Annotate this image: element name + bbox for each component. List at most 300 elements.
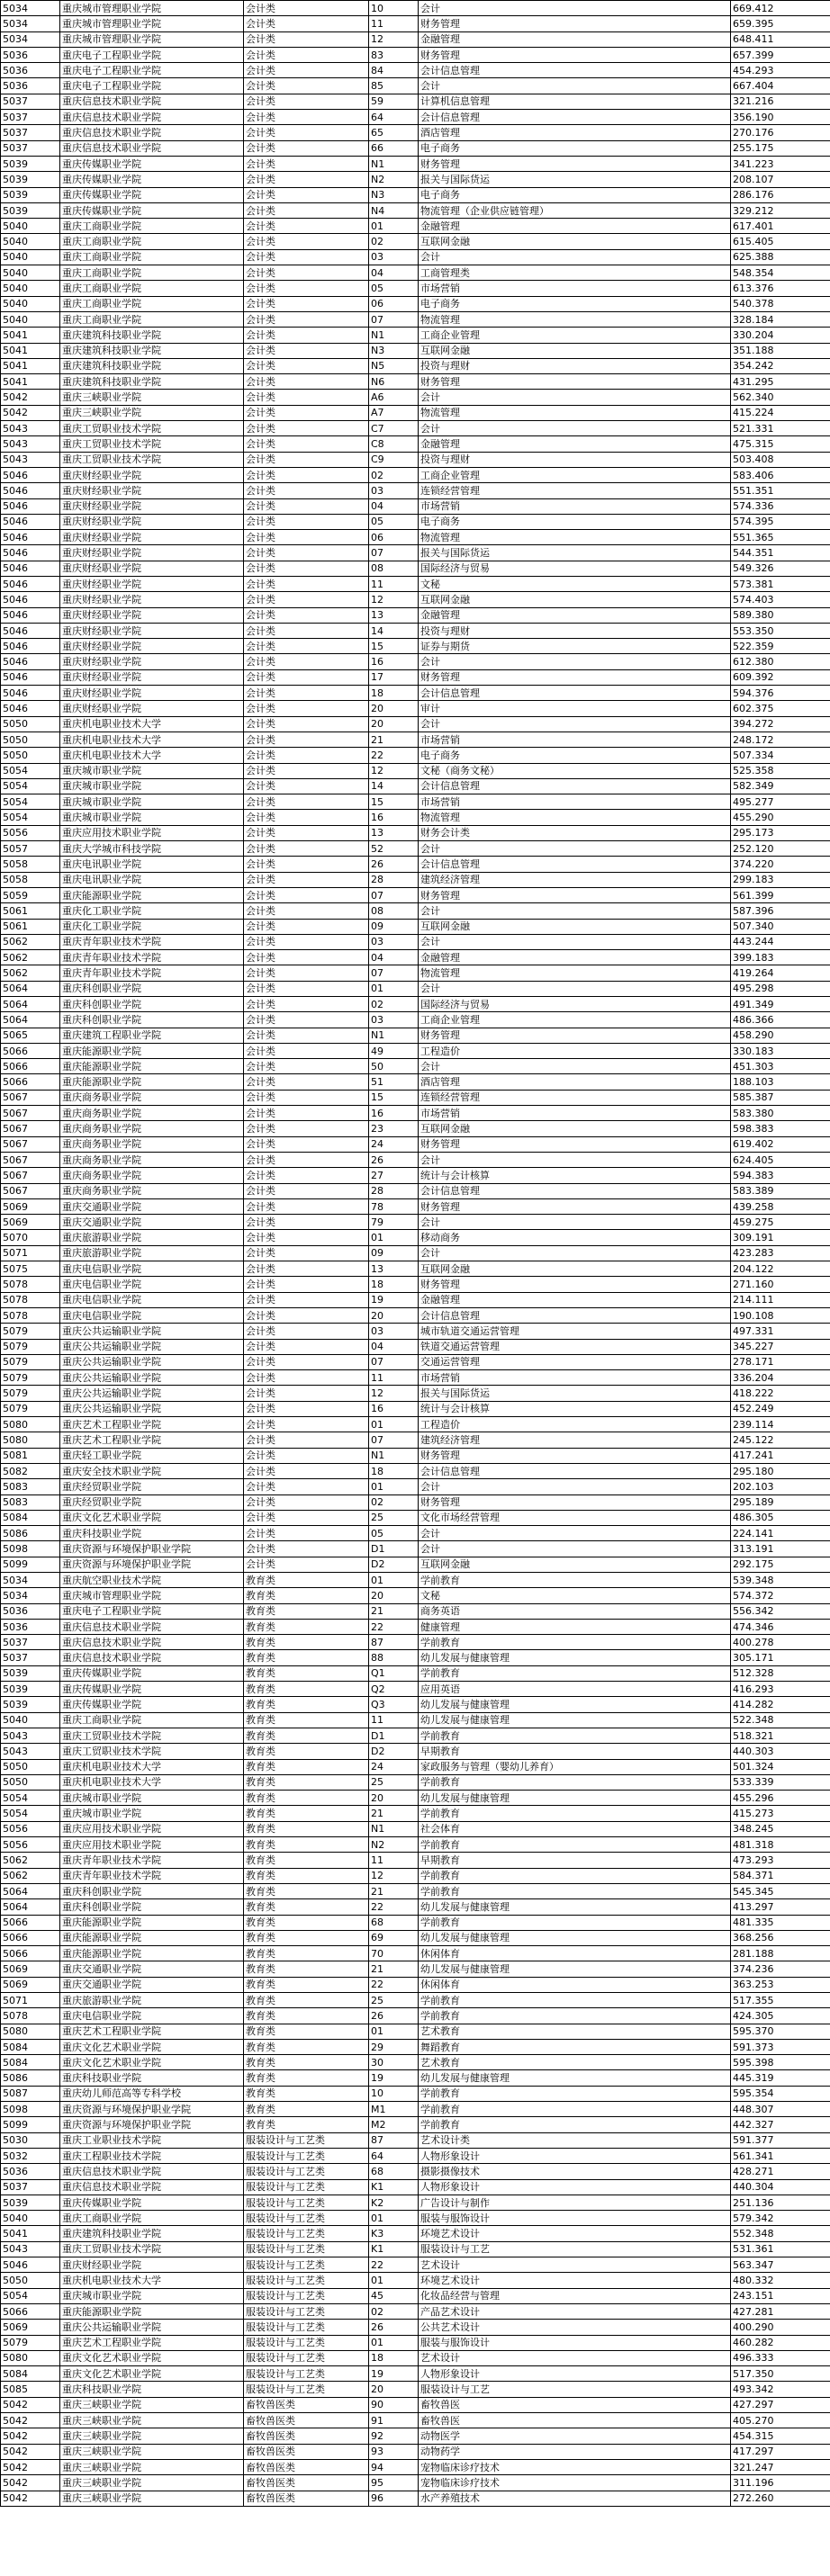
subject-category-cell: 服装设计与工艺类 <box>244 2320 369 2335</box>
major-code-cell: D1 <box>369 1541 419 1557</box>
table-row <box>1 810 830 825</box>
school-code-cell: 5054 <box>1 1806 60 1821</box>
major-name-cell: 社会体育 <box>419 1821 731 1836</box>
score-cell: 574.372 <box>731 1588 830 1603</box>
major-code-cell: 11 <box>369 1712 419 1728</box>
school-name-cell: 重庆资源与环境保护职业学院 <box>60 1557 244 1572</box>
major-name-cell: 文化市场经营管理 <box>419 1510 731 1525</box>
score-cell: 328.184 <box>731 311 830 327</box>
major-name-cell: 财务会计类 <box>419 825 731 840</box>
school-name-cell: 重庆科创职业学院 <box>60 1883 244 1898</box>
school-code-cell: 5098 <box>1 2102 60 2117</box>
school-name-cell: 重庆公共运输职业学院 <box>60 1354 244 1369</box>
major-code-cell: 21 <box>369 1883 419 1898</box>
school-code-cell: 5039 <box>1 1682 60 1697</box>
subject-category-cell: 会计类 <box>244 436 369 452</box>
table-row <box>1 592 830 607</box>
score-cell: 503.408 <box>731 452 830 467</box>
score-cell: 495.277 <box>731 794 830 810</box>
subject-category-cell: 会计类 <box>244 997 369 1012</box>
score-cell: 667.404 <box>731 78 830 94</box>
school-name-cell: 重庆信息技术职业学院 <box>60 1650 244 1665</box>
score-cell: 368.256 <box>731 1930 830 1945</box>
table-row <box>1 421 830 436</box>
score-cell: 460.282 <box>731 2335 830 2350</box>
score-cell: 278.171 <box>731 1354 830 1369</box>
subject-category-cell: 服装设计与工艺类 <box>244 2382 369 2397</box>
school-code-cell: 5079 <box>1 2335 60 2350</box>
major-name-cell: 舞蹈教育 <box>419 2039 731 2054</box>
major-name-cell: 建筑经济管理 <box>419 1432 731 1448</box>
major-name-cell: 会计信息管理 <box>419 1183 731 1198</box>
school-code-cell: 5041 <box>1 328 60 343</box>
subject-category-cell: 会计类 <box>244 545 369 561</box>
school-name-cell: 重庆能源职业学院 <box>60 1946 244 1961</box>
major-name-cell: 公共艺术设计 <box>419 2320 731 2335</box>
major-code-cell: 06 <box>369 296 419 311</box>
table-row <box>1 1946 830 1961</box>
school-name-cell: 重庆财经职业学院 <box>60 654 244 669</box>
major-name-cell: 互联网金融 <box>419 343 731 358</box>
school-name-cell: 重庆应用技术职业学院 <box>60 825 244 840</box>
school-name-cell: 重庆电信职业学院 <box>60 1261 244 1277</box>
major-code-cell: 28 <box>369 872 419 887</box>
subject-category-cell: 教育类 <box>244 1821 369 1836</box>
school-name-cell: 重庆财经职业学院 <box>60 498 244 514</box>
subject-category-cell: 会计类 <box>244 452 369 467</box>
subject-category-cell: 会计类 <box>244 63 369 78</box>
subject-category-cell: 会计类 <box>244 623 369 638</box>
table-row <box>1 498 830 514</box>
score-cell: 292.175 <box>731 1557 830 1572</box>
major-code-cell: 24 <box>369 1759 419 1774</box>
subject-category-cell: 会计类 <box>244 1463 369 1478</box>
score-cell: 507.340 <box>731 919 830 934</box>
school-code-cell: 5099 <box>1 2117 60 2132</box>
school-code-cell: 5064 <box>1 1883 60 1898</box>
school-code-cell: 5084 <box>1 1510 60 1525</box>
major-name-cell: 学前教育 <box>419 1728 731 1743</box>
school-code-cell: 5046 <box>1 607 60 623</box>
major-code-cell: N1 <box>369 1821 419 1836</box>
major-code-cell: D2 <box>369 1744 419 1759</box>
score-cell: 309.191 <box>731 1230 830 1245</box>
major-name-cell: 物流管理 <box>419 405 731 420</box>
school-name-cell: 重庆能源职业学院 <box>60 1059 244 1074</box>
table-row <box>1 2382 830 2397</box>
school-name-cell: 重庆工商职业学院 <box>60 311 244 327</box>
score-cell: 574.403 <box>731 592 830 607</box>
school-name-cell: 重庆机电职业技术大学 <box>60 1774 244 1790</box>
major-code-cell: 22 <box>369 2257 419 2273</box>
major-name-cell: 财务管理 <box>419 669 731 685</box>
subject-category-cell: 会计类 <box>244 219 369 234</box>
school-code-cell: 5039 <box>1 202 60 218</box>
school-name-cell: 重庆城市管理职业学院 <box>60 1 244 16</box>
table-row <box>1 172 830 187</box>
table-row <box>1 16 830 31</box>
school-name-cell: 重庆商务职业学院 <box>60 1090 244 1105</box>
school-name-cell: 重庆航空职业技术学院 <box>60 1572 244 1587</box>
major-code-cell: Q1 <box>369 1665 419 1681</box>
major-code-cell: 11 <box>369 16 419 31</box>
school-code-cell: 5042 <box>1 390 60 405</box>
table-row <box>1 296 830 311</box>
school-code-cell: 5084 <box>1 2055 60 2070</box>
table-row <box>1 1837 830 1853</box>
school-code-cell: 5079 <box>1 1386 60 1401</box>
school-code-cell: 5042 <box>1 2428 60 2444</box>
score-cell: 553.350 <box>731 623 830 638</box>
school-name-cell: 重庆青年职业技术学院 <box>60 1853 244 1868</box>
major-code-cell: 90 <box>369 2397 419 2412</box>
school-code-cell: 5066 <box>1 1915 60 1930</box>
school-code-cell: 5069 <box>1 1198 60 1214</box>
table-row <box>1 2070 830 2086</box>
school-code-cell: 5040 <box>1 311 60 327</box>
score-cell: 562.340 <box>731 390 830 405</box>
major-name-cell: 报关与国际货运 <box>419 545 731 561</box>
major-name-cell: 学前教育 <box>419 2086 731 2101</box>
school-code-cell: 5040 <box>1 234 60 249</box>
school-name-cell: 重庆应用技术职业学院 <box>60 1837 244 1853</box>
table-row <box>1 872 830 887</box>
table-row <box>1 2195 830 2210</box>
major-code-cell: 21 <box>369 1961 419 1977</box>
major-code-cell: 18 <box>369 1463 419 1478</box>
school-name-cell: 重庆三峡职业学院 <box>60 2413 244 2428</box>
school-name-cell: 重庆财经职业学院 <box>60 592 244 607</box>
major-code-cell: N1 <box>369 1028 419 1043</box>
school-code-cell: 5065 <box>1 1028 60 1043</box>
school-name-cell: 重庆经贸职业学院 <box>60 1479 244 1494</box>
score-cell: 455.290 <box>731 810 830 825</box>
school-code-cell: 5039 <box>1 156 60 171</box>
subject-category-cell: 会计类 <box>244 156 369 171</box>
subject-category-cell: 会计类 <box>244 110 369 125</box>
score-cell: 295.189 <box>731 1494 830 1510</box>
major-code-cell: 12 <box>369 1386 419 1401</box>
major-name-cell: 幼儿发展与健康管理 <box>419 1697 731 1712</box>
school-code-cell: 5050 <box>1 748 60 763</box>
school-name-cell: 重庆城市职业学院 <box>60 763 244 778</box>
major-code-cell: 92 <box>369 2428 419 2444</box>
major-code-cell: 70 <box>369 1946 419 1961</box>
table-row <box>1 1028 830 1043</box>
school-code-cell: 5042 <box>1 2475 60 2491</box>
major-name-cell: 工程造价 <box>419 1043 731 1058</box>
school-name-cell: 重庆旅游职业学院 <box>60 1993 244 2008</box>
school-name-cell: 重庆能源职业学院 <box>60 2303 244 2319</box>
table-row <box>1 374 830 390</box>
school-name-cell: 重庆信息技术职业学院 <box>60 125 244 140</box>
major-name-cell: 畜牧兽医 <box>419 2413 731 2428</box>
table-row <box>1 1074 830 1090</box>
table-row <box>1 1853 830 1868</box>
table-row <box>1 452 830 467</box>
table-row <box>1 1152 830 1167</box>
major-code-cell: 02 <box>369 1494 419 1510</box>
school-code-cell: 5034 <box>1 31 60 47</box>
subject-category-cell: 教育类 <box>244 1759 369 1774</box>
table-row <box>1 530 830 545</box>
major-name-cell: 水产养殖技术 <box>419 2491 731 2506</box>
school-name-cell: 重庆公共运输职业学院 <box>60 1324 244 1339</box>
school-name-cell: 重庆传媒职业学院 <box>60 187 244 202</box>
major-name-cell: 会计 <box>419 421 731 436</box>
major-name-cell: 交通运营管理 <box>419 1354 731 1369</box>
major-code-cell: 01 <box>369 1230 419 1245</box>
table-row <box>1 1557 830 1572</box>
subject-category-cell: 教育类 <box>244 2055 369 2070</box>
school-code-cell: 5036 <box>1 2164 60 2179</box>
school-code-cell: 5069 <box>1 1977 60 1992</box>
score-cell: 525.358 <box>731 763 830 778</box>
major-code-cell: N2 <box>369 172 419 187</box>
subject-category-cell: 教育类 <box>244 2070 369 2086</box>
major-name-cell: 健康管理 <box>419 1619 731 1634</box>
major-code-cell: 09 <box>369 919 419 934</box>
school-code-cell: 5067 <box>1 1136 60 1152</box>
school-name-cell: 重庆商务职业学院 <box>60 1121 244 1136</box>
school-code-cell: 5066 <box>1 2303 60 2319</box>
major-code-cell: 64 <box>369 2148 419 2163</box>
major-code-cell: 51 <box>369 1074 419 1090</box>
subject-category-cell: 会计类 <box>244 31 369 47</box>
school-name-cell: 重庆城市职业学院 <box>60 1791 244 1806</box>
school-name-cell: 重庆电信职业学院 <box>60 1277 244 1292</box>
major-code-cell: 04 <box>369 1339 419 1354</box>
major-name-cell: 休闲体育 <box>419 1946 731 1961</box>
subject-category-cell: 会计类 <box>244 763 369 778</box>
subject-category-cell: 会计类 <box>244 405 369 420</box>
table-row <box>1 514 830 529</box>
major-code-cell: A6 <box>369 390 419 405</box>
major-code-cell: 13 <box>369 607 419 623</box>
major-code-cell: 10 <box>369 1 419 16</box>
school-name-cell: 重庆财经职业学院 <box>60 561 244 576</box>
school-name-cell: 重庆财经职业学院 <box>60 2257 244 2273</box>
major-name-cell: 财务管理 <box>419 374 731 390</box>
table-row <box>1 732 830 747</box>
major-name-cell: 学前教育 <box>419 1572 731 1587</box>
school-code-cell: 5046 <box>1 576 60 591</box>
major-code-cell: 15 <box>369 1090 419 1105</box>
table-row <box>1 1183 830 1198</box>
major-name-cell: 会计 <box>419 390 731 405</box>
table-row <box>1 234 830 249</box>
school-name-cell: 重庆财经职业学院 <box>60 686 244 701</box>
major-code-cell: 01 <box>369 2024 419 2039</box>
major-code-cell: 05 <box>369 1526 419 1541</box>
table-row <box>1 1791 830 1806</box>
school-code-cell: 5079 <box>1 1339 60 1354</box>
school-name-cell: 重庆旅游职业学院 <box>60 1245 244 1261</box>
table-row <box>1 2273 830 2288</box>
school-name-cell: 重庆传媒职业学院 <box>60 1682 244 1697</box>
score-cell: 522.359 <box>731 639 830 654</box>
score-cell: 612.380 <box>731 654 830 669</box>
subject-category-cell: 教育类 <box>244 1712 369 1728</box>
table-row <box>1 701 830 716</box>
score-cell: 659.395 <box>731 16 830 31</box>
table-row <box>1 669 830 685</box>
school-code-cell: 5046 <box>1 561 60 576</box>
major-code-cell: 27 <box>369 1168 419 1183</box>
school-code-cell: 5086 <box>1 1526 60 1541</box>
table-row <box>1 1090 830 1105</box>
school-name-cell: 重庆城市管理职业学院 <box>60 1588 244 1603</box>
subject-category-cell: 会计类 <box>244 1526 369 1541</box>
major-code-cell: 52 <box>369 841 419 857</box>
school-name-cell: 重庆建筑科技职业学院 <box>60 374 244 390</box>
table-row <box>1 483 830 498</box>
table-row <box>1 1354 830 1369</box>
major-name-cell: 会计 <box>419 1479 731 1494</box>
school-name-cell: 重庆三峡职业学院 <box>60 405 244 420</box>
table-row <box>1 1168 830 1183</box>
school-code-cell: 5061 <box>1 903 60 919</box>
school-code-cell: 5086 <box>1 2070 60 2086</box>
major-name-cell: 移动商务 <box>419 1230 731 1245</box>
major-code-cell: N2 <box>369 1837 419 1853</box>
table-row <box>1 1868 830 1883</box>
score-cell: 252.120 <box>731 841 830 857</box>
table-row <box>1 1 830 16</box>
major-name-cell: 酒店管理 <box>419 125 731 140</box>
school-code-cell: 5042 <box>1 405 60 420</box>
score-cell: 563.347 <box>731 2257 830 2273</box>
major-code-cell: 01 <box>369 1479 419 1494</box>
table-row <box>1 1479 830 1494</box>
major-code-cell: 21 <box>369 732 419 747</box>
school-name-cell: 重庆财经职业学院 <box>60 701 244 716</box>
score-cell: 539.348 <box>731 1572 830 1587</box>
school-name-cell: 重庆三峡职业学院 <box>60 2475 244 2491</box>
subject-category-cell: 会计类 <box>244 1074 369 1090</box>
subject-category-cell: 教育类 <box>244 1665 369 1681</box>
school-name-cell: 重庆艺术工程职业学院 <box>60 1417 244 1432</box>
major-code-cell: Q3 <box>369 1697 419 1712</box>
subject-category-cell: 会计类 <box>244 669 369 685</box>
score-cell: 582.349 <box>731 778 830 794</box>
school-name-cell: 重庆传媒职业学院 <box>60 2195 244 2210</box>
major-name-cell: 物流管理 <box>419 810 731 825</box>
subject-category-cell: 会计类 <box>244 78 369 94</box>
school-code-cell: 5043 <box>1 1744 60 1759</box>
subject-category-cell: 服装设计与工艺类 <box>244 2350 369 2365</box>
table-row <box>1 794 830 810</box>
major-code-cell: 03 <box>369 483 419 498</box>
school-name-cell: 重庆文化艺术职业学院 <box>60 2039 244 2054</box>
major-code-cell: 15 <box>369 794 419 810</box>
table-row <box>1 1121 830 1136</box>
table-row <box>1 1307 830 1323</box>
school-code-cell: 5098 <box>1 1541 60 1557</box>
school-name-cell: 重庆机电职业技术大学 <box>60 748 244 763</box>
subject-category-cell: 畜牧兽医类 <box>244 2475 369 2491</box>
major-name-cell: 摄影摄像技术 <box>419 2164 731 2179</box>
major-name-cell: 财务管理 <box>419 1198 731 1214</box>
major-code-cell: N3 <box>369 187 419 202</box>
score-cell: 208.107 <box>731 172 830 187</box>
score-cell: 248.172 <box>731 732 830 747</box>
school-name-cell: 重庆交通职业学院 <box>60 1977 244 1992</box>
school-code-cell: 5083 <box>1 1494 60 1510</box>
score-cell: 475.315 <box>731 436 830 452</box>
table-row <box>1 2164 830 2179</box>
school-name-cell: 重庆电讯职业学院 <box>60 857 244 872</box>
school-name-cell: 重庆财经职业学院 <box>60 545 244 561</box>
table-row <box>1 841 830 857</box>
major-code-cell: 26 <box>369 1152 419 1167</box>
school-code-cell: 5040 <box>1 249 60 265</box>
major-name-cell: 学前教育 <box>419 1635 731 1650</box>
major-code-cell: 88 <box>369 1650 419 1665</box>
school-code-cell: 5067 <box>1 1090 60 1105</box>
school-name-cell: 重庆化工职业学院 <box>60 919 244 934</box>
major-name-cell: 会计 <box>419 1215 731 1230</box>
table-row <box>1 981 830 996</box>
major-code-cell: 50 <box>369 1059 419 1074</box>
school-name-cell: 重庆能源职业学院 <box>60 1915 244 1930</box>
school-name-cell: 重庆能源职业学院 <box>60 1930 244 1945</box>
school-code-cell: 5062 <box>1 950 60 965</box>
subject-category-cell: 会计类 <box>244 202 369 218</box>
school-code-cell: 5054 <box>1 794 60 810</box>
school-name-cell: 重庆工贸职业技术学院 <box>60 1744 244 1759</box>
table-row <box>1 47 830 62</box>
school-code-cell: 5069 <box>1 2320 60 2335</box>
major-code-cell: 28 <box>369 1183 419 1198</box>
major-name-cell: 会计 <box>419 1 731 16</box>
subject-category-cell: 会计类 <box>244 748 369 763</box>
table-row <box>1 2024 830 2039</box>
major-code-cell: 01 <box>369 2211 419 2226</box>
table-row <box>1 1650 830 1665</box>
subject-category-cell: 教育类 <box>244 1837 369 1853</box>
school-name-cell: 重庆电信职业学院 <box>60 1292 244 1307</box>
score-cell: 594.383 <box>731 1168 830 1183</box>
subject-category-cell: 会计类 <box>244 358 369 373</box>
major-name-cell: 商务英语 <box>419 1603 731 1619</box>
major-code-cell: 22 <box>369 1619 419 1634</box>
subject-category-cell: 会计类 <box>244 1245 369 1261</box>
table-row <box>1 1526 830 1541</box>
school-name-cell: 重庆工商职业学院 <box>60 2211 244 2226</box>
major-name-cell: 审计 <box>419 701 731 716</box>
score-cell: 595.398 <box>731 2055 830 2070</box>
school-code-cell: 5078 <box>1 1307 60 1323</box>
table-row <box>1 825 830 840</box>
table-row <box>1 2055 830 2070</box>
major-name-cell: 互联网金融 <box>419 1121 731 1136</box>
major-name-cell: 财务管理 <box>419 1277 731 1292</box>
table-row <box>1 1324 830 1339</box>
school-name-cell: 重庆三峡职业学院 <box>60 2444 244 2459</box>
school-code-cell: 5041 <box>1 374 60 390</box>
school-code-cell: 5046 <box>1 654 60 669</box>
table-row <box>1 125 830 140</box>
score-cell: 517.355 <box>731 1993 830 2008</box>
major-code-cell: 20 <box>369 701 419 716</box>
score-cell: 330.183 <box>731 1043 830 1058</box>
major-code-cell: 20 <box>369 1307 419 1323</box>
major-name-cell: 服装设计与工艺 <box>419 2382 731 2397</box>
school-code-cell: 5056 <box>1 1821 60 1836</box>
major-name-cell: 会计 <box>419 1526 731 1541</box>
major-name-cell: 学前教育 <box>419 1993 731 2008</box>
